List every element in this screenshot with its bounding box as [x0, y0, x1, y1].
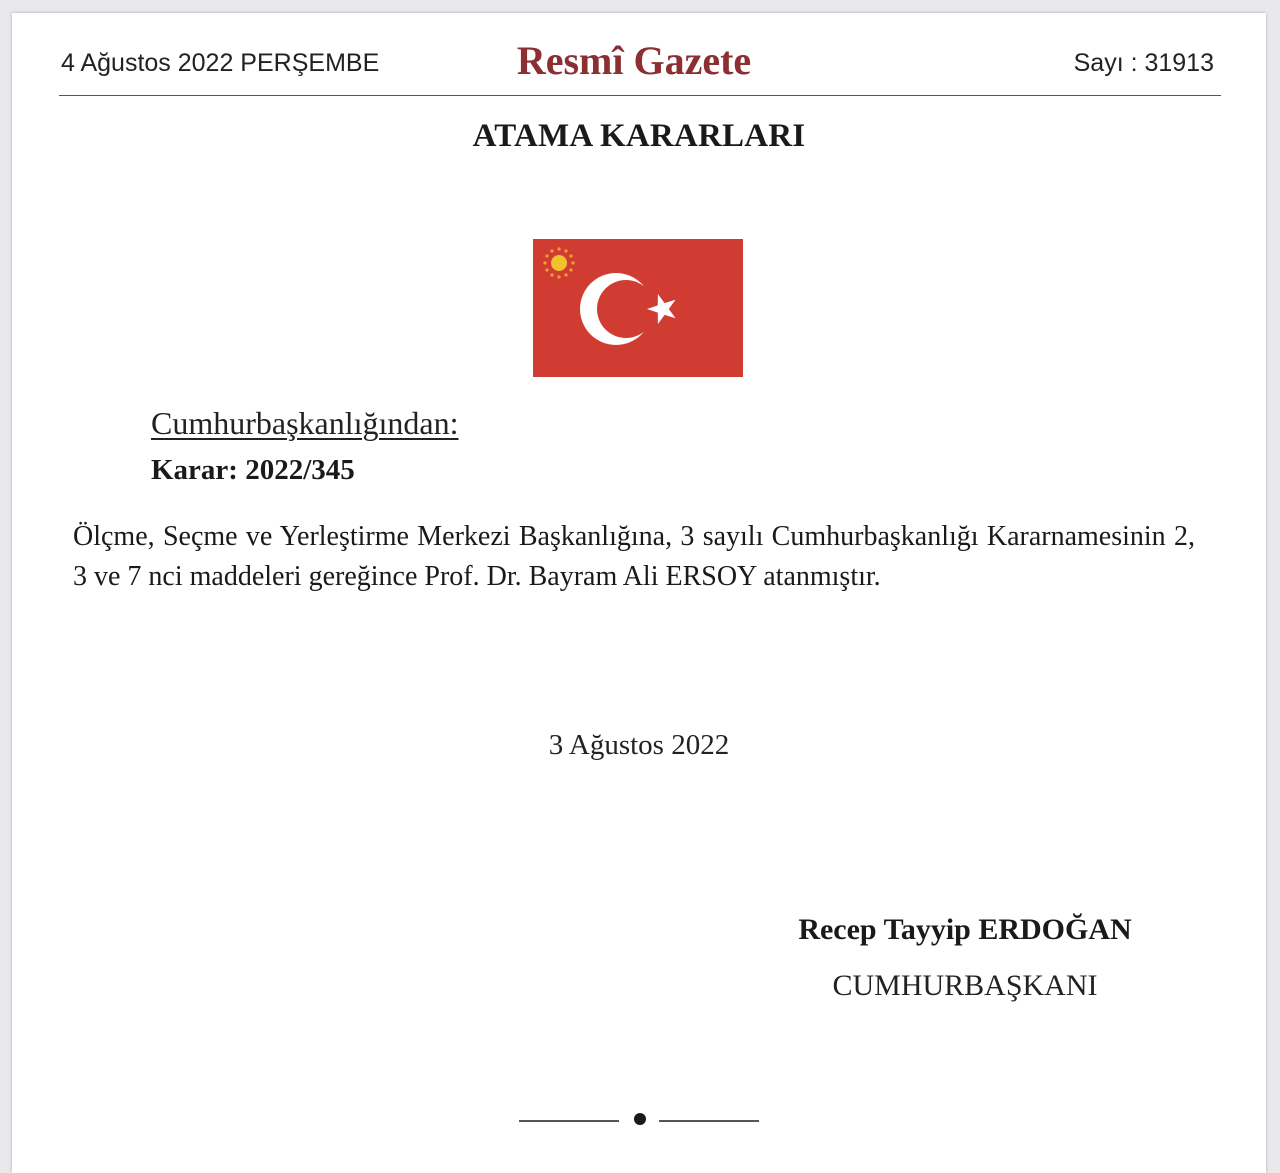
header-divider	[59, 95, 1221, 96]
decision-text: Ölçme, Seçme ve Yerleştirme Merkezi Başkanlığına, 3 sayılı Cumhurbaşkanlığı Kararnamesinin 2, 3 ve 7 nci maddeleri gereğince Prof. Dr. Bayram Ali ERSOY atanmıştır.	[73, 521, 1195, 592]
gazette-page	[12, 13, 1266, 1173]
issuing-authority: Cumhurbaşkanlığından:	[151, 405, 459, 441]
header-date: 4 Ağustos 2022 PERŞEMBE	[61, 49, 380, 77]
issue-number: Sayı : 31913	[1073, 49, 1214, 77]
section-title: ATAMA KARARLARI	[472, 118, 806, 154]
signer-title: CUMHURBAŞKANI	[832, 969, 1098, 1002]
end-line-left	[519, 1120, 619, 1122]
publication-title: Resmî Gazete	[516, 38, 752, 83]
end-of-document-mark	[519, 1111, 759, 1127]
decision-date: 3 Ağustos 2022	[548, 729, 730, 761]
end-dot-icon	[634, 1113, 646, 1125]
end-line-right	[659, 1120, 759, 1122]
decision-number: Karar: 2022/345	[151, 454, 355, 486]
turkish-presidential-flag-icon	[533, 239, 743, 377]
signer-name: Recep Tayyip ERDOĞAN	[798, 913, 1132, 946]
